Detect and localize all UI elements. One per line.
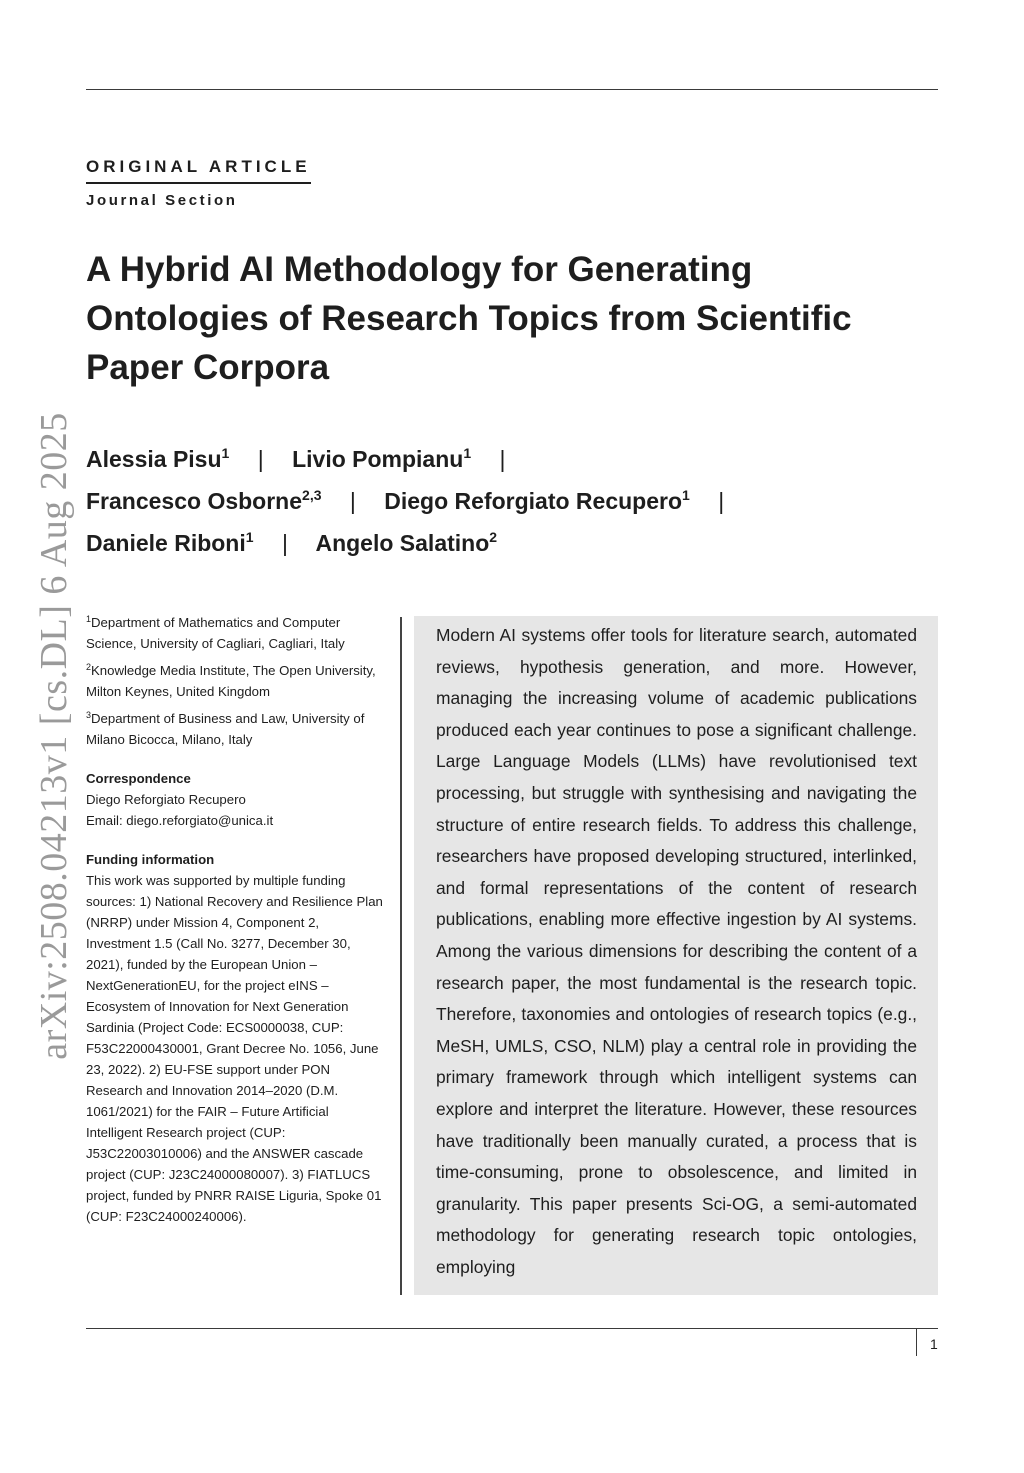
page-number: 1 bbox=[930, 1336, 938, 1352]
author-affiliation-mark: 1 bbox=[245, 529, 254, 545]
footer-rule bbox=[86, 1328, 938, 1329]
author-separator: | bbox=[257, 446, 264, 472]
author-name: Angelo Salatino bbox=[315, 530, 490, 556]
author-name: Livio Pompianu bbox=[292, 446, 464, 472]
affiliation bbox=[86, 708, 386, 750]
sidebar-info bbox=[86, 612, 386, 1227]
author-affiliation-mark: 2,3 bbox=[302, 487, 322, 503]
correspondence-email: Email: diego.reforgiato@unica.it bbox=[86, 813, 274, 828]
affiliation-number: 2 bbox=[86, 662, 92, 672]
author-name: Francesco Osborne bbox=[86, 488, 303, 514]
author-separator: | bbox=[718, 488, 725, 514]
affiliation-number: 1 bbox=[86, 614, 92, 624]
author-affiliation-mark: 2 bbox=[489, 529, 498, 545]
affiliation-text: Department of Business and Law, University of Milano Bicocca, Milano, Italy bbox=[86, 711, 365, 747]
affiliation bbox=[86, 612, 386, 654]
author-affiliation-mark: 1 bbox=[221, 445, 230, 461]
author-affiliation-mark: 1 bbox=[682, 487, 690, 503]
arxiv-identifier: arXiv:2508.04213v1 [cs.DL] 6 Aug 2025 bbox=[33, 412, 75, 1060]
affiliation-text: Knowledge Media Institute, The Open University, Milton Keynes, United Kingdom bbox=[86, 663, 376, 699]
author-list bbox=[86, 438, 906, 564]
affiliation bbox=[86, 660, 386, 702]
author-name: Daniele Riboni bbox=[86, 530, 246, 556]
journal-section-label: Journal Section bbox=[86, 192, 238, 209]
author-name: Alessia Pisu bbox=[86, 446, 222, 472]
funding-text: This work was supported by multiple funding sources: 1) National Recovery and Resilience Plan (NRRP) under Mission 4, Component 2, Investment 1.5 (Call No. 3277, December 30, 2021), funded by the European Union – NextGenerationEU, for the project eINS – Ecosystem of Innovation for Next Generation Sardinia (Project Code: ECS0000038, CUP: F53C22000430001, Grant Decree No. 1056, June 23, 2022). 2) EU-FSE support under PON Research and Innovation 2014–2020 (D.M. 1061/2021) for the FAIR – Future Artificial Intelligent Research project (CUP: J53C22003010006) and the ANSWER cascade project (CUP: J23C24000080007). 3) FIATLUCS project, funded by PNRR RAISE Liguria, Spoke 01 (CUP: F23C24000240006). bbox=[86, 873, 383, 1224]
author-affiliation-mark: 1 bbox=[463, 445, 472, 461]
abstract-box bbox=[414, 616, 938, 1295]
funding-heading: Funding information bbox=[86, 852, 215, 867]
author-line bbox=[86, 480, 906, 522]
correspondence-block bbox=[86, 768, 386, 831]
abstract-rule bbox=[400, 617, 402, 1295]
author-separator: | bbox=[349, 488, 356, 514]
author-separator: | bbox=[281, 530, 288, 556]
paper-title: A Hybrid AI Methodology for Generating Ontologies of Research Topics from Scientific Paper Corpora bbox=[86, 250, 852, 387]
affiliation-text: Department of Mathematics and Computer Science, University of Cagliari, Cagliari, Italy bbox=[86, 615, 345, 651]
top-rule bbox=[86, 89, 938, 90]
author-line bbox=[86, 438, 906, 480]
author-name: Diego Reforgiato Recupero bbox=[384, 488, 683, 514]
correspondence-name: Diego Reforgiato Recupero bbox=[86, 792, 246, 807]
correspondence-heading: Correspondence bbox=[86, 771, 191, 786]
abstract-text: Modern AI systems offer tools for literature search, automated reviews, hypothesis generation, and more. However, managing the increasing volume of academic publications produced each year continues to pose a significant challenge. Large Language Models (LLMs) have revolutionised text processing, but struggle with synthesising and navigating the structure of entire research fields. To address this challenge, researchers have proposed developing structured, interlinked, and formal representations of the content of research publications, enabling more effective ingestion by AI systems. Among the various dimensions for describing the content of a research paper, the most fundamental is the research topic. Therefore, taxonomies and ontologies of research topics (e.g., MeSH, UMLS, CSO, NLM) play a central role in providing the primary framework through which intelligent systems can explore and interpret the literature. However, these resources have traditionally been manually curated, a process that is time-consuming, prone to obsolescence, and limited in granularity. This paper presents Sci-OG, a semi-automated methodology for generating research topic ontologies, employing bbox=[436, 625, 917, 1277]
author-separator: | bbox=[499, 446, 506, 472]
affiliation-number: 3 bbox=[86, 710, 92, 720]
article-type-label: ORIGINAL ARTICLE bbox=[86, 157, 311, 184]
funding-block bbox=[86, 849, 386, 1227]
page-number-separator bbox=[916, 1329, 917, 1356]
author-line bbox=[86, 522, 906, 564]
